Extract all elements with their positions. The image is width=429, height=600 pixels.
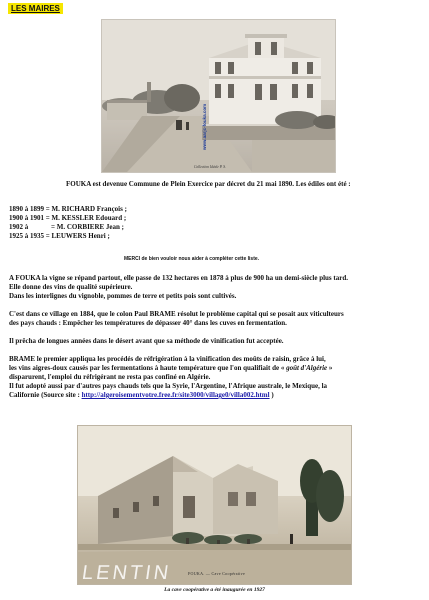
cellar-caption: La cave coopérative a été inaugurée en 1927	[164, 587, 265, 593]
paragraph-line: C'est dans ce village en 1884, que le colon Paul BRAME résolut le problème capital qui se posait aux viticulteurs	[9, 310, 344, 318]
mayor-row	[9, 232, 110, 241]
photo-bottom-caption: FOUKA. — Cave Coopérative	[188, 571, 246, 576]
text-run: »	[328, 364, 333, 372]
paragraph-line: Dans les interlignes du vignoble, pommes de terre et petits pois sont cultivés.	[9, 292, 237, 300]
paragraph-line: BRAME le premier appliqua les procédés de réfrigération à la vinification des moûts de raisin, grâce à lui,	[9, 355, 326, 363]
paragraph-line: Il prêcha de longues années dans le désert avant que sa méthode de vinification fut acceptée.	[9, 337, 284, 345]
mayor-years: 1925 à 1935	[9, 232, 44, 240]
text-run: les vins aigres-doux causés par les fermentations à haute température que l'on qualifiait de «	[9, 364, 287, 372]
town-hall-illustration	[102, 20, 335, 172]
mayor-row	[9, 214, 126, 223]
text-run: Californie (Source site :	[9, 391, 82, 399]
site-watermark	[202, 90, 210, 160]
paragraph-line: disparurent, l'emploi du réfrigérant ne resta pas confiné en Algérie.	[9, 373, 211, 381]
mayor-years: 1890 à 1899	[9, 205, 44, 213]
italic-phrase: goût d'Algérie	[286, 364, 329, 372]
paragraph-line: Elle donne des vins de qualité supérieure.	[9, 283, 133, 291]
town-hall-photo	[101, 19, 336, 173]
intro-text: FOUKA est devenue Commune de Plein Exercice par décret du 21 mai 1890. Les édiles ont été :	[66, 180, 351, 188]
mayor-name: = M. RICHARD François ;	[45, 205, 127, 213]
mayor-years: 1902 à	[9, 223, 29, 231]
paragraph-line: Il fut adopté aussi par d'autres pays chauds tels que la Syrie, l'Argentine, l'Afrique australe, le Mexique, la	[9, 382, 328, 390]
wine-cellar-photo	[77, 425, 352, 585]
source-link[interactable]: http://algeroisementvotre.free.fr/site3000/village0/villa002.html	[81, 391, 270, 399]
paragraph-line: des pays chauds : Empêcher les températures de dépasser 40° dans les cuves en fermentation.	[9, 319, 287, 327]
help-note: MERCI de bien vouloir nous aider à compléter cette liste.	[124, 256, 260, 262]
paragraph-line: A FOUKA la vigne se répand partout, elle passe de 132 hectares en 1878 à plus de 900 ha un demi-siècle plus tard.	[9, 274, 348, 282]
photo-top-credit: Collection Idéale P. S.	[194, 165, 226, 169]
wine-cellar-illustration	[78, 426, 351, 584]
photographer-signature: LENTIN	[80, 562, 173, 584]
mayor-row	[9, 223, 124, 232]
section-title-tag: LES MAIRES	[8, 3, 63, 14]
paragraph-line	[9, 364, 332, 373]
text-run: )	[269, 391, 274, 399]
mayor-name: = M. CORBIERE Jean ;	[51, 223, 125, 231]
mayor-row	[9, 205, 127, 214]
paragraph-line	[9, 391, 274, 400]
watermark-text: www.aarjc-fouka.com	[202, 103, 207, 150]
mayor-name: = LEUWERS Henri ;	[45, 232, 110, 240]
mayor-years: 1900 à 1901	[9, 214, 44, 222]
mayor-name: = M. KESSLER Edouard ;	[45, 214, 127, 222]
